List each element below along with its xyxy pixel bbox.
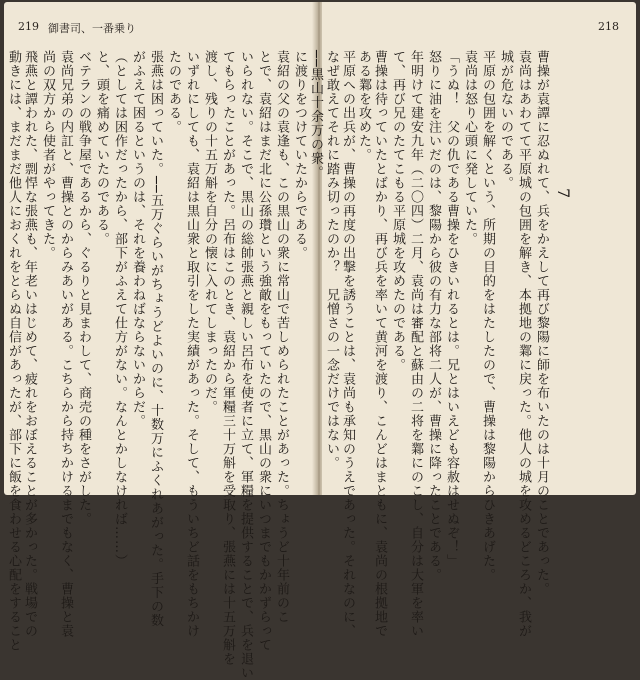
- chapter-number: 7: [554, 188, 573, 199]
- text-column: 渡し、残りの十五万斛を自分の懐に入れてしまったのだ。: [202, 50, 217, 414]
- text-column: 袁紹の父の袁逢も、この黒山の衆に常山で苦しめられたことがあった。ちょうど十年前のこ: [274, 50, 289, 624]
- text-column: 袁尚は怒り心頭に発していた。: [462, 50, 477, 246]
- text-column: 曹操は待っていたとばかり、再び兵を率いて黄河を渡り、こんどはまともに、袁尚の根拠地で: [372, 50, 387, 638]
- text-column: 平原の包囲を解くという、所期の目的をはたしたので、曹操は黎陽からひきあげた。: [480, 50, 495, 582]
- text-column: 張燕は困っていた。──五万ぐらいがちょうどよいのに、十数万にふくれあがった。手下の数: [148, 50, 163, 628]
- text-column: ベテランの戦争屋であるから、ぐるりと見まわして、商売の種をさがした。: [76, 50, 91, 526]
- text-column: いられない。そこで、黒山の総帥張燕と親しい呂布を使者に立て、軍糧を提供することで、兵を退い: [238, 50, 253, 680]
- left-page-number: 219: [18, 20, 39, 33]
- text-column: て、再び兄のたてこもる平原城を攻めたのである。: [390, 50, 405, 372]
- text-column: 袁尚はあわてて平原城の包囲を解き、本拠地の鄴に戻った。他人の城を攻めるどころか、我が: [516, 50, 531, 638]
- text-column: 「うぬ！ 父の仇である曹操をひきいれるとは。兄とはいえども容赦はせぬぞ！」: [444, 50, 459, 568]
- text-column: と、頭を痛めていたのである。: [94, 50, 109, 246]
- text-column: たのである。: [166, 50, 181, 134]
- text-column: 飛燕と譚われた、剽悍な張燕も、年老いはじめて、疲れをおぼえることが多かった。戦場での: [22, 50, 37, 638]
- running-title: 御書司、一番乗り: [48, 22, 136, 35]
- text-column: 年明けて建安九年（二〇四）二月、袁尚は審配と蘇由の二将を鄴にのこし、自分は大軍を率い: [408, 50, 423, 638]
- text-column: がふえて困るというのは、それを養わねばならないからだ。: [130, 50, 145, 428]
- text-column: に渡りをつけていたからである。: [292, 50, 307, 260]
- right-page: [308, 2, 636, 638]
- text-column: てもらったことがあった。呂布はこのとき、袁紹から軍糧三十万斛を受取り、張燕には十五万斛を: [220, 50, 235, 666]
- text-column: なぜ敢えてそれに踏み切ったのか？ 兄憎さの一念だけではない。: [324, 50, 339, 470]
- text-column: 袁尚兄弟の内訌と、曹操とのからみあいがある。こちらから持ちかけるまでもなく、曹操と袁: [58, 50, 73, 638]
- right-page-number: 218: [598, 20, 619, 33]
- text-column: ある鄴を攻めた。: [356, 50, 371, 162]
- text-column: いずれにしても、袁紹は黒山衆と取引をした実績があった。そして、もういちど話をもちかけ: [184, 50, 199, 638]
- text-column: 動きには、まだまだ他人におくれをとらぬ自信があったが、部下に飯を食わせる心配をすること: [6, 50, 21, 652]
- left-page: [4, 2, 316, 680]
- text-column: 怒りに油を注いだのは、黎陽から彼の有力な部将二人が、曹操に降ったことである。: [426, 50, 441, 582]
- text-column: 曹操が袁譚に忍ぬれて、兵をかえして再び黎陽に師を布いたのは十月のことであった。: [534, 50, 549, 596]
- text-column: （としては困作だったから、部下がふえて仕方がない。なんとかしなければ……）: [112, 50, 127, 568]
- text-column: 平原への出兵が、曹操の再度の出撃を誘うことは、袁尚も承知のうえであった。それなのに、: [340, 50, 355, 638]
- text-column: とで、袁紹はまだ北に公孫瓚という強敵をもっていたので、黒山の衆にいつまでもかかずらって: [256, 50, 271, 652]
- text-column: ──黒山十余万の衆。: [308, 50, 323, 180]
- text-column: 尚の双方から使者がやってきた。: [40, 50, 55, 260]
- text-column: 城が危ないのである。: [498, 50, 513, 190]
